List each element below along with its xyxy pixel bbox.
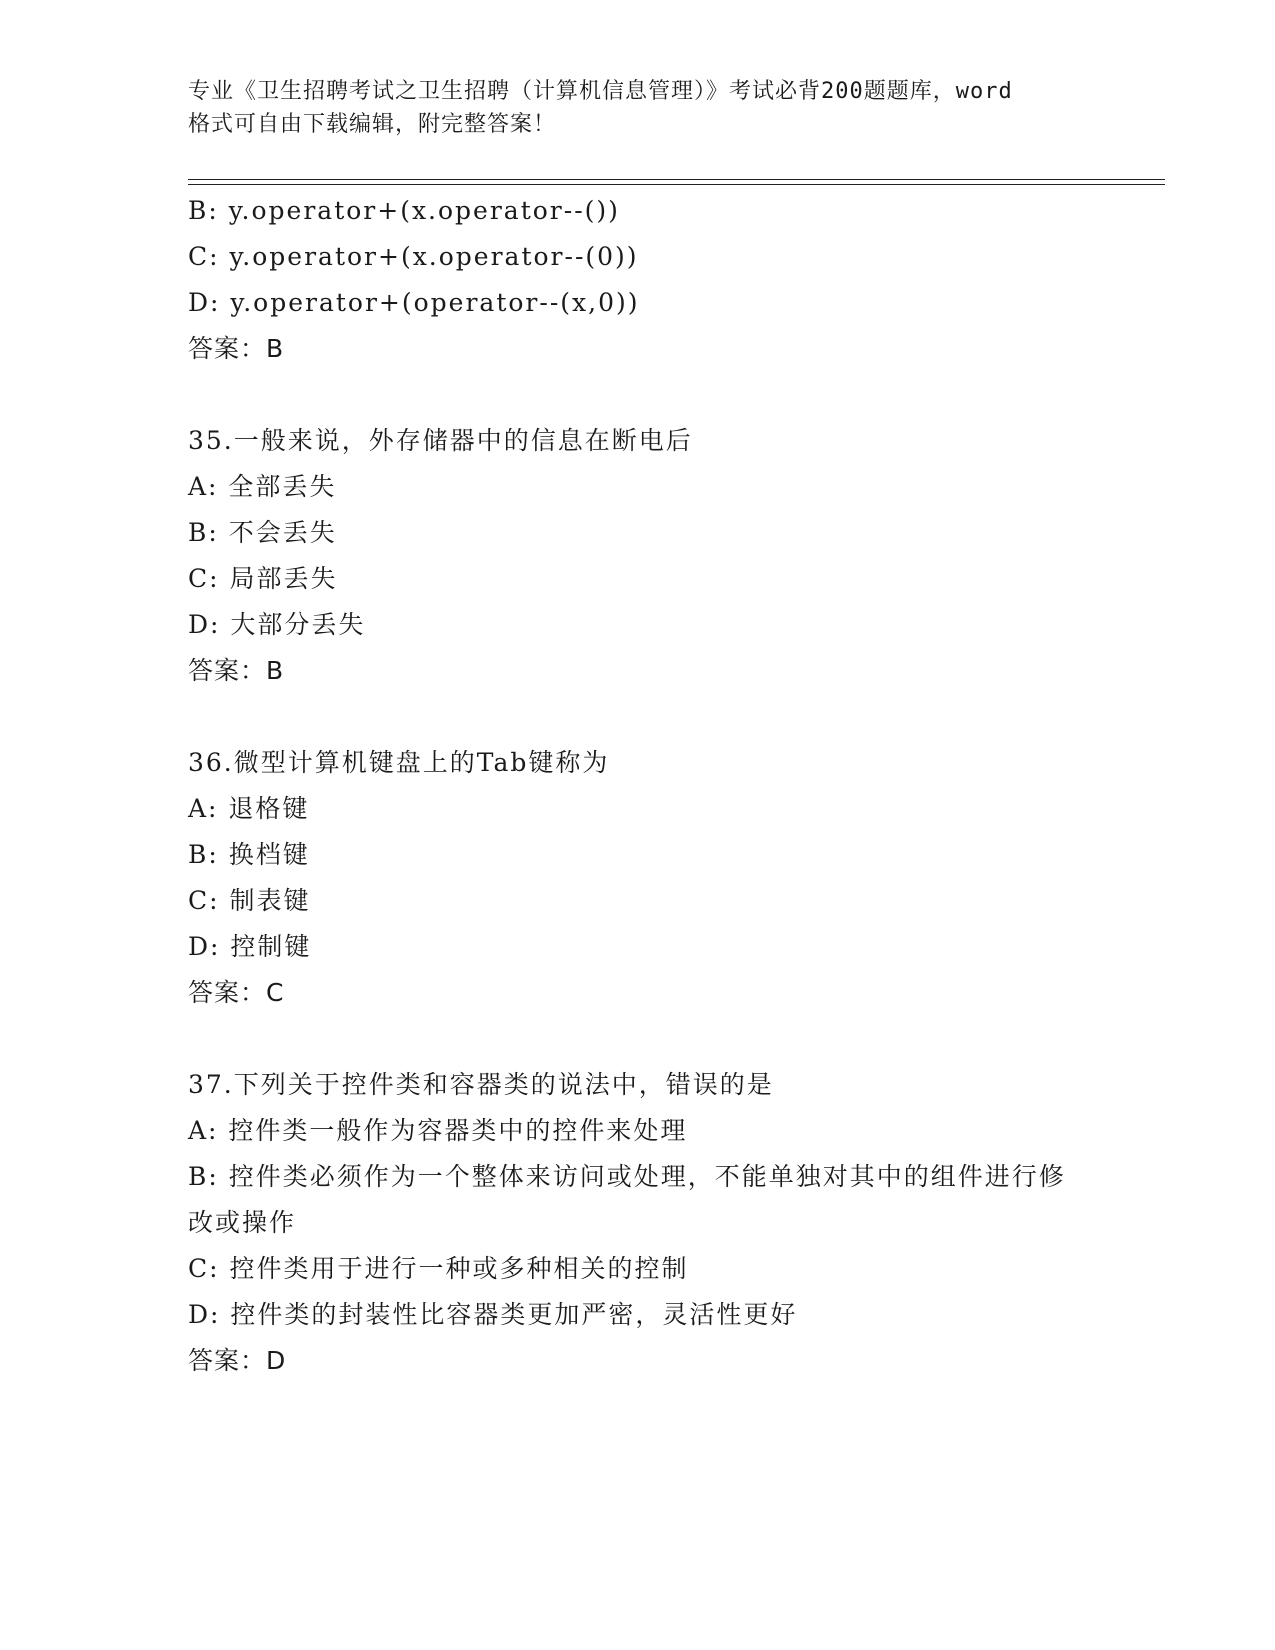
document-header [188, 75, 1088, 141]
header-line-2: 格式可自由下载编辑，附完整答案！ [188, 112, 557, 137]
option-a: A: 退格键 [188, 794, 310, 823]
question-block-37 [188, 1062, 1088, 1384]
option-a: A: 控件类一般作为容器类中的控件来处理 [188, 1116, 688, 1145]
option-c: C: 控件类用于进行一种或多种相关的控制 [188, 1254, 689, 1283]
question-list [188, 188, 1088, 1384]
option-d: D: 控制键 [188, 932, 312, 961]
answer-label: 答案：B [188, 656, 285, 685]
option-d: D: 大部分丢失 [188, 610, 366, 639]
option-b: B: 换档键 [188, 840, 310, 869]
header-line-1: 专业《卫生招聘考试之卫生招聘（计算机信息管理）》考试必背200题题库，word [188, 79, 1013, 104]
spacer [188, 372, 1088, 418]
option-c: C: 局部丢失 [188, 564, 338, 593]
answer-label: 答案：D [188, 1346, 287, 1375]
spacer [188, 1016, 1088, 1062]
answer-label: 答案：B [188, 334, 285, 363]
option-c: C: y.operator+(x.operator--(0)) [188, 242, 639, 271]
option-a: A: 全部丢失 [188, 472, 337, 501]
question-block-34 [188, 188, 1088, 372]
option-b: B: 控件类必须作为一个整体来访问或处理，不能单独对其中的组件进行修改或操作 [188, 1162, 1066, 1237]
option-d: D: y.operator+(operator--(x,0)) [188, 288, 640, 317]
question-block-36 [188, 740, 1088, 1016]
option-b: B: y.operator+(x.operator--()) [188, 196, 620, 225]
question-text: 37.下列关于控件类和容器类的说法中，错误的是 [188, 1070, 774, 1099]
option-d: D: 控件类的封装性比容器类更加严密，灵活性更好 [188, 1300, 798, 1329]
header-divider-top [188, 179, 1165, 180]
answer-label: 答案：C [188, 978, 285, 1007]
option-c: C: 制表键 [188, 886, 311, 915]
question-block-35 [188, 418, 1088, 694]
header-divider-bottom [188, 184, 1165, 185]
question-text: 35.一般来说，外存储器中的信息在断电后 [188, 426, 693, 455]
spacer [188, 694, 1088, 740]
option-b: B: 不会丢失 [188, 518, 337, 547]
question-text: 36.微型计算机键盘上的Tab键称为 [188, 748, 610, 777]
